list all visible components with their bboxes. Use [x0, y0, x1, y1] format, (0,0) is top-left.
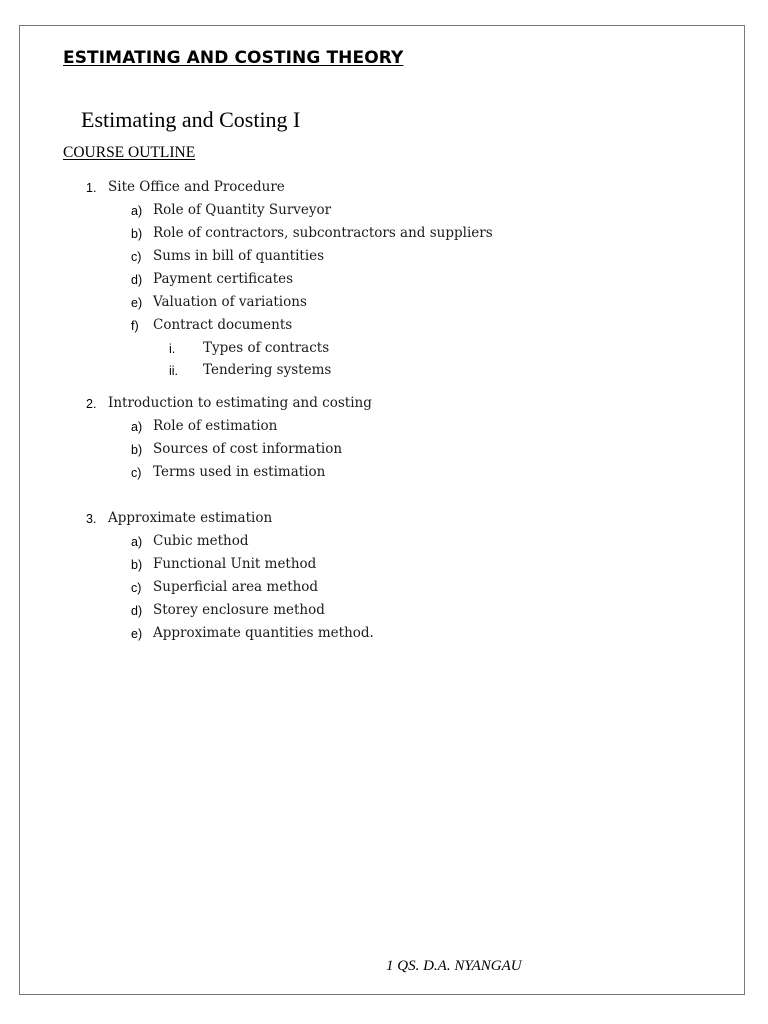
item-marker: b): [131, 558, 143, 572]
section-number: 1.: [86, 181, 97, 195]
item-text: Payment certificates: [153, 271, 294, 287]
item-marker: b): [131, 443, 143, 457]
item-marker: e): [131, 627, 143, 641]
subject-title: Estimating and Costing I: [81, 107, 301, 132]
section-number: 3.: [86, 512, 97, 526]
item-text: Functional Unit method: [153, 556, 317, 572]
item-text: Storey enclosure method: [153, 602, 325, 618]
item-text: Contract documents: [153, 317, 293, 333]
item-text: Cubic method: [153, 533, 249, 549]
item-text: Valuation of variations: [153, 294, 307, 310]
item-marker: e): [131, 296, 143, 310]
item-marker: a): [131, 420, 143, 434]
item-marker: a): [131, 535, 143, 549]
item-marker: a): [131, 204, 143, 218]
item-text: Terms used in estimation: [153, 464, 326, 480]
page-footer: 1 QS. D.A. NYANGAU: [386, 958, 522, 974]
item-marker: d): [131, 273, 143, 287]
item-marker: b): [131, 227, 143, 241]
item-text: Role of estimation: [153, 418, 278, 434]
item-marker: c): [131, 250, 142, 264]
section-number: 2.: [86, 397, 97, 411]
subitem-text: Types of contracts: [203, 340, 330, 356]
section-title: Introduction to estimating and costing: [108, 395, 372, 411]
item-text: Sources of cost information: [153, 441, 343, 457]
subitem-marker: ii.: [169, 364, 179, 378]
item-text: Role of contractors, subcontractors and suppliers: [153, 225, 493, 241]
subitem-marker: i.: [169, 342, 176, 356]
item-marker: c): [131, 581, 142, 595]
item-marker: c): [131, 466, 142, 480]
section-title: Site Office and Procedure: [108, 179, 285, 195]
section-title: Approximate estimation: [108, 510, 273, 526]
item-marker: f): [131, 319, 139, 333]
subitem-text: Tendering systems: [203, 362, 332, 378]
item-text: Role of Quantity Surveyor: [153, 202, 332, 218]
item-text: Superficial area method: [153, 579, 319, 595]
item-text: Approximate quantities method.: [153, 625, 374, 641]
item-marker: d): [131, 604, 143, 618]
item-text: Sums in bill of quantities: [153, 248, 325, 264]
document-title: ESTIMATING AND COSTING THEORY: [63, 48, 404, 68]
course-outline-heading: COURSE OUTLINE: [63, 144, 196, 161]
document-page: [19, 25, 745, 995]
